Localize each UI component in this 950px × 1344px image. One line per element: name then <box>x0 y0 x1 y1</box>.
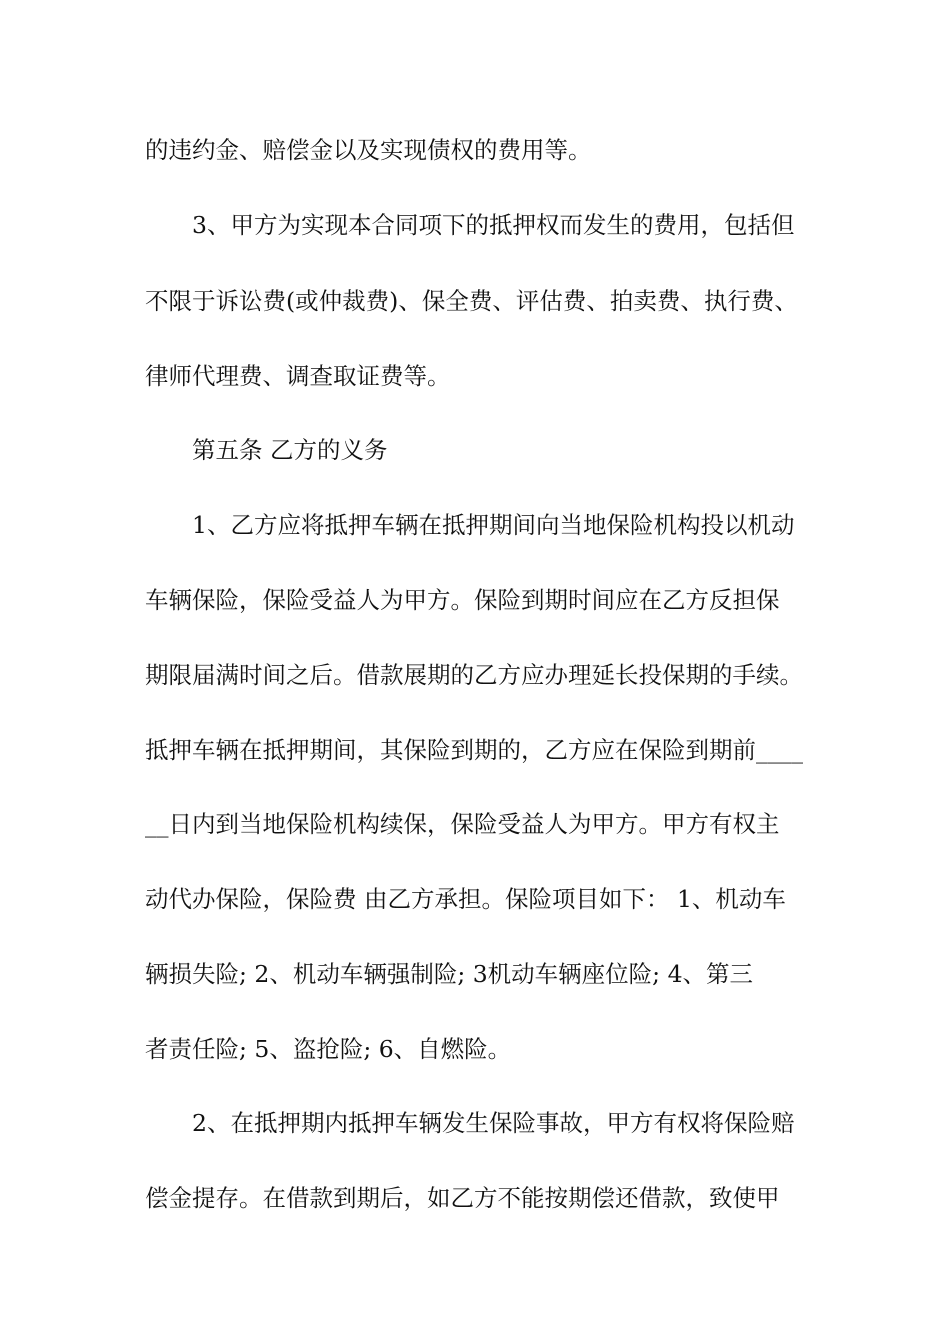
text-line: 者责任险; 5、盗抢险; 6、自燃险。 <box>145 1035 512 1063</box>
text-line: 辆损失险; 2、机动车辆强制险; 3机动车辆座位险; 4、第三 <box>145 960 754 988</box>
text-line: 偿金提存。在借款到期后，如乙方不能按期偿还借款，致使甲 <box>145 1184 780 1212</box>
text-line: 期限届满时间之后。借款展期的乙方应办理延长投保期的手续。 <box>145 661 803 689</box>
section-heading: 第五条 乙方的义务 <box>192 436 388 464</box>
text-line: 律师代理费、调查取证费等。 <box>145 362 451 390</box>
text-line: 3、甲方为实现本合同项下的抵押权而发生的费用，包括但 <box>192 211 795 239</box>
text-line: 抵押车辆在抵押期间，其保险到期的，乙方应在保险到期前____ <box>145 736 803 764</box>
text-line: __日内到当地保险机构续保，保险受益人为甲方。甲方有权主 <box>145 810 780 838</box>
text-line: 2、在抵押期内抵押车辆发生保险事故，甲方有权将保险赔 <box>192 1109 795 1137</box>
text-line: 车辆保险，保险受益人为甲方。保险到期时间应在乙方反担保 <box>145 586 780 614</box>
text-line: 不限于诉讼费(或仲裁费)、保全费、评估费、拍卖费、执行费、 <box>145 287 798 315</box>
text-line: 动代办保险，保险费 由乙方承担。保险项目如下： 1、机动车 <box>145 885 786 913</box>
text-line: 1、乙方应将抵押车辆在抵押期间向当地保险机构投以机动 <box>192 511 795 539</box>
text-line: 的违约金、赔偿金以及实现债权的费用等。 <box>145 136 592 164</box>
